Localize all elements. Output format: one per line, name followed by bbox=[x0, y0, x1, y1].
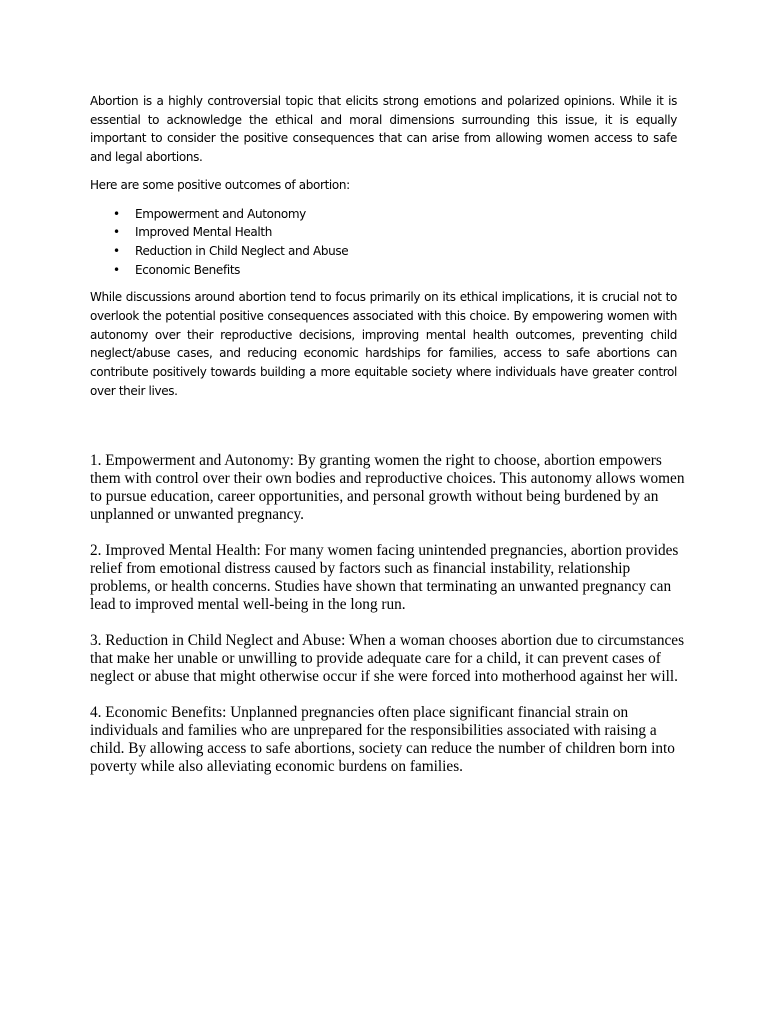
section-mental-health: 2. Improved Mental Health: For many women facing unintended pregnancies, abortion provides relief from emotional distress caused by factors such as financial instability, relationship problems, or health concerns. Studies have shown that terminating an unwanted pregnancy can lead to improved mental well-being in the long run. bbox=[90, 542, 679, 613]
list-item bbox=[90, 242, 677, 261]
list-item-label: Reduction in Child Neglect and Abuse bbox=[135, 243, 349, 258]
section-empowerment: 1. Empowerment and Autonomy: By granting women the right to choose, abortion empowers them with control over their own bodies and reproductive choices. This autonomy allows women to pursue education, career opportunities, and personal growth without being burdened by an unplanned or unwanted pregnancy. bbox=[90, 452, 685, 523]
bullet-icon: • bbox=[113, 225, 120, 240]
list-item-label: Improved Mental Health bbox=[135, 225, 273, 240]
bullet-icon: • bbox=[113, 243, 120, 258]
list-item bbox=[90, 205, 677, 224]
list-item-label: Empowerment and Autonomy bbox=[135, 206, 306, 221]
section-child-neglect: 3. Reduction in Child Neglect and Abuse: When a woman chooses abortion due to circumstances that make her unable or unwilling to provide adequate care for a child, it can prevent cases of neglect or abuse that might otherwise occur if she were forced into motherhood against her will. bbox=[90, 632, 685, 685]
intro-paragraph: Abortion is a highly controversial topic that elicits strong emotions and polarized opinions. While it is essential to acknowledge the ethical and moral dimensions surrounding this issue, it is equally important to consider the positive consequences that can arise from allowing women access to safe and legal abortions. bbox=[90, 94, 677, 165]
list-item bbox=[90, 223, 677, 242]
list-item-label: Economic Benefits bbox=[135, 262, 241, 277]
section-economic: 4. Economic Benefits: Unplanned pregnancies often place significant financial strain on individuals and families who are unprepared for the responsibilities associated with raising a child. By allowing access to safe abortions, society can reduce the number of children born into poverty while also alleviating economic burdens on families. bbox=[90, 704, 675, 775]
list-item bbox=[90, 261, 677, 280]
bullet-icon: • bbox=[113, 262, 120, 277]
document-body bbox=[90, 92, 677, 401]
list-heading: Here are some positive outcomes of abortion: bbox=[90, 177, 350, 192]
numbered-sections bbox=[90, 452, 690, 794]
bullet-icon: • bbox=[113, 206, 120, 221]
bullet-list bbox=[90, 205, 677, 280]
conclusion-paragraph: While discussions around abortion tend to focus primarily on its ethical implications, it is crucial not to overlook the potential positive consequences associated with this choice. By empowering women with autonomy over their reproductive decisions, improving mental health outcomes, preventing child neglect/abuse cases, and reducing economic hardships for families, access to safe abortions can contribute positively towards building a more equitable society where individuals have greater control over their lives. bbox=[90, 290, 677, 398]
